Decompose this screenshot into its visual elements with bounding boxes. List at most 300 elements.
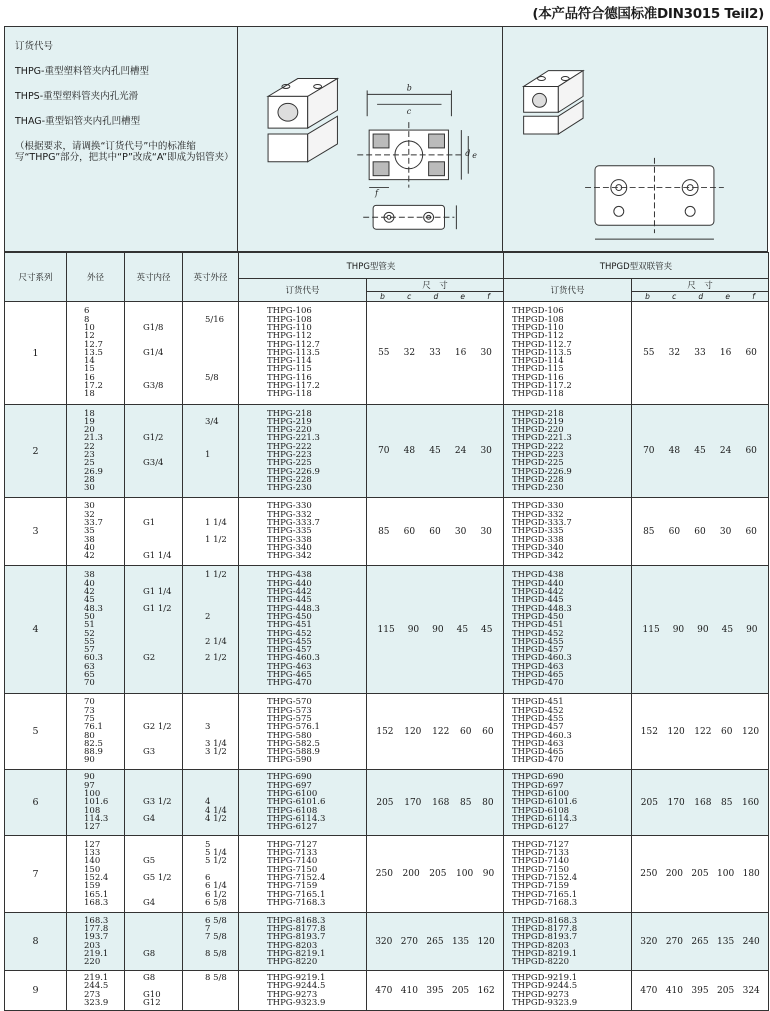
od-cell-value: 323.9 xyxy=(84,997,109,1008)
thpgd-code-cell-value: THPGD-451 xyxy=(512,620,564,631)
thpg-code-cell-value: THPG-116 xyxy=(267,372,312,383)
thpg-code-cell-value: THPG-442 xyxy=(267,587,312,598)
inch-in-cell-value: G8 xyxy=(143,948,156,959)
inch-out-cell-value xyxy=(205,544,238,552)
inch-out-cell-value: 6 5/8 xyxy=(205,897,227,908)
inch-out-cell xyxy=(183,913,239,971)
thpgd-code-cell-value: THPGD-114 xyxy=(512,356,564,367)
thpgd-code-cell-value: THPGD-115 xyxy=(512,364,564,375)
inch-in-cell-value: G5 1/2 xyxy=(143,873,172,883)
inch-out-cell-value xyxy=(205,958,238,966)
dim-label-c: c xyxy=(407,107,412,117)
od-cell-value: 101.6 xyxy=(84,797,109,808)
thpg-code-cell-value: THPG-8177.8 xyxy=(267,923,326,934)
inch-out-cell xyxy=(183,770,239,836)
dim-label-e: e xyxy=(472,150,478,160)
table-row xyxy=(5,836,769,913)
inch-in-cell-value xyxy=(143,613,182,621)
dimension-value: 70 xyxy=(643,446,655,456)
dimension-value: 24 xyxy=(719,446,732,456)
thpg-code-cell-value: THPG-340 xyxy=(267,542,312,553)
dimension-value: 240 xyxy=(742,936,760,947)
od-cell-value: 70 xyxy=(84,697,95,708)
series-cell: 1 xyxy=(5,302,67,405)
inch-in-cell-value: G12 xyxy=(143,997,161,1008)
od-cell-value: 14 xyxy=(84,356,95,367)
thpgd-code-cell-value: THPGD-7150 xyxy=(512,864,570,875)
thpg-code-cell-value: THPG-575 xyxy=(267,713,312,724)
inch-in-cell-value: G4 xyxy=(143,813,156,824)
thpgd-code-cell xyxy=(504,913,632,971)
od-cell-value: 35 xyxy=(84,526,95,537)
dimension-value: 170 xyxy=(404,797,422,808)
dimension-value: 90 xyxy=(697,624,709,635)
od-cell-value: 40 xyxy=(84,578,95,589)
thpgd-code-cell-value: THPGD-338 xyxy=(512,534,564,545)
inch-out-cell-value xyxy=(205,588,238,596)
dim-letter: b xyxy=(380,292,385,301)
dimension-value: 45 xyxy=(481,624,493,635)
inch-in-cell-value: G5 xyxy=(143,856,156,867)
od-cell-value: 82.5 xyxy=(84,738,103,749)
thpgd-code-cell-value: THPGD-440 xyxy=(512,578,564,589)
thpg-code-cell-value: THPG-573 xyxy=(267,705,312,716)
dimension-value: 55 xyxy=(378,348,390,358)
inch-out-cell-value xyxy=(205,484,238,492)
thpg-code-cell-value: THPG-580 xyxy=(267,730,312,741)
thpg-code-cell-value: THPG-440 xyxy=(267,578,312,589)
inch-in-cell xyxy=(125,405,183,498)
dimension-value: 60 xyxy=(745,348,757,358)
thpgd-code-cell-value: THPGD-8193.7 xyxy=(512,932,578,943)
od-cell-value: 150 xyxy=(84,864,101,875)
dimension-value: 30 xyxy=(480,526,492,537)
dimension-value: 205 xyxy=(451,985,470,996)
double-clamp-drawing xyxy=(503,27,767,251)
thpg-code-cell-value: THPG-9323.9 xyxy=(267,997,326,1008)
thpgd-code-cell-value: THPGD-226.9 xyxy=(512,466,572,477)
header-thpg: THPG型管夹 xyxy=(239,253,504,279)
od-cell-value: 38 xyxy=(84,534,95,545)
od-cell-value: 140 xyxy=(84,856,101,867)
dimension-value: 90 xyxy=(672,624,685,635)
dimension-value: 395 xyxy=(691,985,709,996)
series-cell: 8 xyxy=(5,913,67,971)
order-info-note: （根据要求，请调换“订货代号”中的标准缩写“THPG”部分，把其中“P”改成“A”即成为铝管夹） xyxy=(15,140,234,164)
dimension-value: 24 xyxy=(454,446,467,456)
dimension-value: 45 xyxy=(721,624,734,635)
inch-out-cell-value xyxy=(205,476,238,484)
thpgd-code-cell xyxy=(504,302,632,405)
dimension-value: 410 xyxy=(665,985,683,996)
series-cell: 3 xyxy=(5,498,67,566)
inch-out-cell-value: 6 xyxy=(205,873,211,883)
dimension-value: 135 xyxy=(451,936,470,947)
inch-in-cell-value xyxy=(143,502,182,510)
inch-in-cell-value xyxy=(143,756,182,764)
thpgd-code-cell-value: THPGD-117.2 xyxy=(512,381,572,392)
inch-in-cell-value xyxy=(143,671,182,679)
od-cell-value: 42 xyxy=(84,551,95,562)
dimension-value: 48 xyxy=(668,446,681,456)
thpgd-code-cell-value: THPGD-457 xyxy=(512,645,564,656)
inch-out-cell-value xyxy=(205,756,238,764)
thpg-code-cell-value: THPG-228 xyxy=(267,474,312,485)
thpg-code-cell-value: THPG-455 xyxy=(267,636,312,647)
inch-in-cell-value xyxy=(143,476,182,484)
series-cell: 9 xyxy=(5,971,67,1011)
inch-out-cell-value: 3/4 xyxy=(205,416,219,427)
dimension-value: 33 xyxy=(429,348,441,358)
dimension-value: 45 xyxy=(456,624,469,635)
inch-in-cell-value xyxy=(143,410,182,418)
dimension-value: 30 xyxy=(719,526,732,537)
standard-title: (本产品符合德国标准DIN3015 Teil2) xyxy=(532,6,764,22)
od-cell-value: 114.3 xyxy=(84,813,109,824)
inch-in-cell xyxy=(125,302,183,405)
inch-in-cell-value xyxy=(143,882,182,890)
dim-letter: f xyxy=(487,292,490,301)
spec-table xyxy=(4,252,769,1011)
thpgd-code-cell xyxy=(504,566,632,694)
single-clamp-diagram xyxy=(238,27,501,251)
dim-letter: c xyxy=(407,292,412,301)
od-cell-value: 52 xyxy=(84,628,95,639)
thpgd-code-cell-value: THPGD-7159 xyxy=(512,881,570,892)
thpgd-code-cell-value: THPGD-7133 xyxy=(512,848,570,859)
inch-out-cell-value: 7 xyxy=(205,923,211,934)
dimension-value: 122 xyxy=(432,726,450,737)
thpg-code-cell-value: THPG-114 xyxy=(267,356,312,367)
dimension-value: 120 xyxy=(741,726,760,737)
od-cell-value: 16 xyxy=(84,372,95,383)
od-cell-value: 60.3 xyxy=(84,653,103,664)
od-cell-value: 75 xyxy=(84,713,95,724)
thpgd-code-cell xyxy=(504,405,632,498)
od-cell-value: 32 xyxy=(84,509,95,520)
inch-in-cell-value xyxy=(143,698,182,706)
inch-in-cell-value xyxy=(143,307,182,315)
dimension-value: 60 xyxy=(460,726,472,737)
od-cell xyxy=(67,971,125,1011)
dimension-value: 395 xyxy=(426,985,444,996)
od-cell-value: 90 xyxy=(84,772,95,783)
inch-out-cell-value xyxy=(205,390,238,398)
inch-out-cell-value: 3 1/4 xyxy=(205,738,227,749)
od-cell-value: 159 xyxy=(84,881,101,892)
inch-out-cell-value: 6 1/2 xyxy=(205,889,227,900)
thpgd-code-cell-value: THPGD-8177.8 xyxy=(512,923,578,934)
inch-out-cell-value xyxy=(205,999,238,1007)
thpg-dims-cell xyxy=(367,498,504,566)
thpg-code-cell xyxy=(239,836,367,913)
thpg-code-cell-value: THPG-463 xyxy=(267,661,312,672)
inch-in-cell-value: G3 1/2 xyxy=(143,797,172,808)
inch-out-cell-value xyxy=(205,663,238,671)
inch-out-cell-value: 4 1/2 xyxy=(205,813,227,824)
od-cell-value: 57 xyxy=(84,645,95,656)
thpg-code-cell-value: THPG-330 xyxy=(267,501,312,512)
od-cell-value: 18 xyxy=(84,408,95,419)
order-info-line-1: THPG-重型塑料管夹内孔凹槽型 xyxy=(15,65,149,77)
dimension-value: 205 xyxy=(429,869,447,879)
thpg-code-cell-value: THPG-9219.1 xyxy=(267,972,326,983)
inch-out-cell-value xyxy=(205,596,238,604)
dimension-value: 170 xyxy=(667,797,685,808)
inch-out-cell-value xyxy=(205,357,238,365)
dimension-value: 60 xyxy=(720,726,733,737)
dimension-value: 115 xyxy=(642,624,660,635)
dimension-value: 120 xyxy=(404,726,422,737)
thpg-code-cell-value: THPG-6114.3 xyxy=(267,813,326,824)
thpg-code-cell-value: THPG-438 xyxy=(267,570,312,581)
inch-out-cell-value xyxy=(205,782,238,790)
table-row xyxy=(5,770,769,836)
thpgd-code-cell xyxy=(504,836,632,913)
thpg-code-cell-value: THPG-8193.7 xyxy=(267,932,326,943)
thpg-code-cell-value: THPG-582.5 xyxy=(267,738,320,749)
inch-in-cell-value xyxy=(143,365,182,373)
inch-out-cell-value: 1 1/2 xyxy=(205,570,227,581)
dimension-value: 320 xyxy=(375,936,393,947)
od-cell-value: 63 xyxy=(84,661,95,672)
inch-out-cell-value: 3 1/2 xyxy=(205,747,227,758)
thpg-code-cell-value: THPG-115 xyxy=(267,364,312,375)
thpg-code-cell-value: THPG-470 xyxy=(267,678,312,689)
thpgd-dims-cell xyxy=(632,302,769,405)
od-cell-value: 17.2 xyxy=(84,381,103,392)
od-cell-value: 12.7 xyxy=(84,339,103,350)
thpg-code-cell-value: THPG-588.9 xyxy=(267,747,320,758)
inch-in-cell-value xyxy=(143,782,182,790)
od-cell-value: 219.1 xyxy=(84,972,109,983)
thpgd-code-cell-value: THPGD-106 xyxy=(512,306,564,317)
inch-in-cell-value xyxy=(143,917,182,925)
inch-out-cell-value: 4 xyxy=(205,797,211,808)
thpgd-code-cell-value: THPGD-335 xyxy=(512,526,564,537)
inch-out-cell-value xyxy=(205,332,238,340)
inch-in-cell xyxy=(125,566,183,694)
thpg-code-cell-value: THPG-333.7 xyxy=(267,518,320,529)
thpg-dims-cell xyxy=(367,971,504,1011)
thpg-code-cell-value: THPG-7168.3 xyxy=(267,897,326,908)
inch-in-cell-value xyxy=(143,773,182,781)
thpg-dims-cell xyxy=(367,405,504,498)
thpg-code-cell-value: THPG-332 xyxy=(267,509,312,520)
inch-out-cell-value: 1 xyxy=(205,450,211,460)
dim-letter: c xyxy=(672,292,677,301)
thpgd-code-cell xyxy=(504,770,632,836)
inch-in-cell-value xyxy=(143,357,182,365)
od-cell-value: 10 xyxy=(84,322,95,333)
thpg-code-cell-value: THPG-9273 xyxy=(267,989,318,1000)
inch-in-cell-value xyxy=(143,958,182,966)
inch-out-cell-value xyxy=(205,621,238,629)
thpgd-code-cell-value: THPGD-445 xyxy=(512,595,564,606)
thpgd-code-cell-value: THPGD-455 xyxy=(512,713,564,724)
od-cell-value: 21.3 xyxy=(84,433,103,444)
table-row xyxy=(5,913,769,971)
thpgd-code-cell-value: THPGD-220 xyxy=(512,425,564,436)
inch-in-cell-value: G4 xyxy=(143,897,156,908)
thpgd-code-cell-value: THPGD-8219.1 xyxy=(512,948,578,959)
dimension-value: 205 xyxy=(691,869,709,879)
dimension-value: 115 xyxy=(377,624,395,635)
inch-out-cell-value xyxy=(205,580,238,588)
thpg-code-cell-value: THPG-223 xyxy=(267,450,312,460)
inch-out-cell-value xyxy=(205,671,238,679)
od-cell-value: 108 xyxy=(84,805,101,816)
thpg-code-cell xyxy=(239,498,367,566)
thpgd-code-cell-value: THPGD-448.3 xyxy=(512,603,572,614)
thpg-code-cell-value: THPG-7133 xyxy=(267,848,318,859)
inch-out-cell xyxy=(183,405,239,498)
thpgd-code-cell-value: THPGD-465 xyxy=(512,747,564,758)
thpg-code-cell-value: THPG-7152.4 xyxy=(267,873,326,883)
header-panel xyxy=(4,26,768,252)
thpg-code-cell-value: THPG-219 xyxy=(267,416,312,427)
thpg-code-cell-value: THPG-117.2 xyxy=(267,381,320,392)
dimension-value: 250 xyxy=(375,869,393,879)
od-cell-value: 127 xyxy=(84,839,101,850)
dim-letter: d xyxy=(433,292,439,301)
od-cell-value: 30 xyxy=(84,483,95,494)
thpg-code-cell-value: THPG-8168.3 xyxy=(267,915,326,926)
inch-out-cell-value xyxy=(205,324,238,332)
order-info-line-2: THPS-重型塑料管夹内孔光滑 xyxy=(15,90,139,102)
header-dim-letters-2 xyxy=(632,292,769,302)
od-cell-value: 80 xyxy=(84,730,95,741)
od-cell xyxy=(67,836,125,913)
thpgd-code-cell xyxy=(504,694,632,770)
thpgd-code-cell-value: THPGD-452 xyxy=(512,628,564,639)
dimension-value: 90 xyxy=(407,624,420,635)
dim-label-b: b xyxy=(407,83,413,93)
od-cell-value: 23 xyxy=(84,450,95,460)
dimension-value: 16 xyxy=(454,348,467,358)
od-cell-value: 26.9 xyxy=(84,466,103,477)
od-cell-value: 88.9 xyxy=(84,747,103,758)
thpg-code-cell-value: THPG-226.9 xyxy=(267,466,320,477)
inch-in-cell-value xyxy=(143,663,182,671)
thpg-code-cell-value: THPG-697 xyxy=(267,780,312,791)
inch-out-cell-value: 8 5/8 xyxy=(205,948,227,959)
dimension-value: 122 xyxy=(694,726,712,737)
thpgd-code-cell-value: THPGD-7127 xyxy=(512,839,570,850)
inch-out-cell-value: 1 1/2 xyxy=(205,534,227,545)
thpg-code-cell xyxy=(239,770,367,836)
thpg-code-cell-value: THPG-452 xyxy=(267,628,312,639)
thpgd-code-cell-value: THPGD-465 xyxy=(512,669,564,680)
series-cell: 4 xyxy=(5,566,67,694)
thpgd-code-cell-value: THPGD-451 xyxy=(512,697,564,708)
thpg-code-cell-value: THPG-590 xyxy=(267,755,312,766)
inch-in-cell-value xyxy=(143,933,182,941)
dimension-value: 45 xyxy=(429,446,441,456)
od-cell-value: 19 xyxy=(84,416,95,427)
dimension-value: 265 xyxy=(691,936,709,947)
thpg-code-cell-value: THPG-6127 xyxy=(267,822,318,833)
thpgd-code-cell-value: THPGD-222 xyxy=(512,441,564,452)
inch-in-cell-value xyxy=(143,621,182,629)
inch-in-cell xyxy=(125,913,183,971)
inch-in-cell-value: G1 1/4 xyxy=(143,587,172,598)
thpgd-code-cell-value: THPGD-463 xyxy=(512,738,564,749)
dimension-value: 200 xyxy=(665,869,683,879)
inch-out-cell-value xyxy=(205,552,238,560)
inch-in-cell-value: G2 1/2 xyxy=(143,722,172,733)
thpgd-code-cell-value: THPGD-8220 xyxy=(512,957,570,968)
thpgd-code-cell-value: THPGD-225 xyxy=(512,458,564,469)
thpgd-code-cell-value: THPGD-110 xyxy=(512,322,564,333)
thpgd-code-cell-value: THPGD-7140 xyxy=(512,856,570,867)
dimension-value: 60 xyxy=(745,446,757,456)
thpgd-code-cell-value: THPGD-690 xyxy=(512,772,564,783)
thpgd-code-cell xyxy=(504,498,632,566)
thpgd-code-cell-value: THPGD-333.7 xyxy=(512,518,572,529)
inch-out-cell-value: 4 1/4 xyxy=(205,805,227,816)
thpgd-code-cell-value: THPGD-452 xyxy=(512,705,564,716)
od-cell-value: 273 xyxy=(84,989,101,1000)
od-cell-value: 40 xyxy=(84,542,95,553)
thpg-code-cell-value: THPG-7165.1 xyxy=(267,889,326,900)
inch-out-cell-value: 5/16 xyxy=(205,314,225,325)
od-cell-value: 25 xyxy=(84,458,95,469)
dimension-value: 90 xyxy=(432,624,444,635)
dim-label-d: d xyxy=(465,148,471,158)
thpgd-code-cell xyxy=(504,971,632,1011)
inch-in-cell-value: G1 xyxy=(143,518,156,529)
dimension-value: 60 xyxy=(403,526,416,537)
thpgd-code-cell-value: THPGD-330 xyxy=(512,501,564,512)
inch-out-cell-value xyxy=(205,502,238,510)
dimension-value: 85 xyxy=(460,797,472,808)
inch-out-cell-value xyxy=(205,698,238,706)
thpgd-code-cell-value: THPGD-7165.1 xyxy=(512,889,578,900)
inch-in-cell-value xyxy=(143,841,182,849)
inch-out-cell xyxy=(183,971,239,1011)
dimension-value: 80 xyxy=(482,797,494,808)
inch-in-cell-value: G1/8 xyxy=(143,322,164,333)
inch-out-cell-value: 5 xyxy=(205,839,211,850)
od-cell-value: 12 xyxy=(84,331,95,342)
thpg-code-cell-value: THPG-218 xyxy=(267,408,312,419)
thpgd-code-cell-value: THPGD-112 xyxy=(512,331,564,342)
od-cell-value: 33.7 xyxy=(84,518,103,529)
dimension-value: 60 xyxy=(745,526,757,537)
series-cell: 5 xyxy=(5,694,67,770)
dim-label-f: f xyxy=(375,188,379,198)
inch-in-cell-value xyxy=(143,571,182,579)
double-clamp-diagram xyxy=(503,27,767,251)
inch-out-cell-value: 5 1/4 xyxy=(205,848,227,859)
dimension-value: 200 xyxy=(402,869,420,879)
thpg-code-cell-value: THPG-8203 xyxy=(267,940,318,951)
inch-out-cell-value xyxy=(205,426,238,434)
thpgd-code-cell-value: THPGD-470 xyxy=(512,755,564,766)
thpgd-code-cell-value: THPGD-463 xyxy=(512,661,564,672)
od-cell-value: 6 xyxy=(84,306,90,317)
inch-in-cell-value: G3/4 xyxy=(143,458,164,469)
dimension-value: 250 xyxy=(640,869,658,879)
od-cell-value: 133 xyxy=(84,848,101,859)
dimension-value: 30 xyxy=(480,348,492,358)
header-dim-1: 尺 寸 xyxy=(367,279,504,292)
thpg-code-cell xyxy=(239,694,367,770)
inch-in-cell-value: G3 xyxy=(143,747,156,758)
inch-in-cell-value xyxy=(143,484,182,492)
dim-letter: e xyxy=(725,292,730,301)
